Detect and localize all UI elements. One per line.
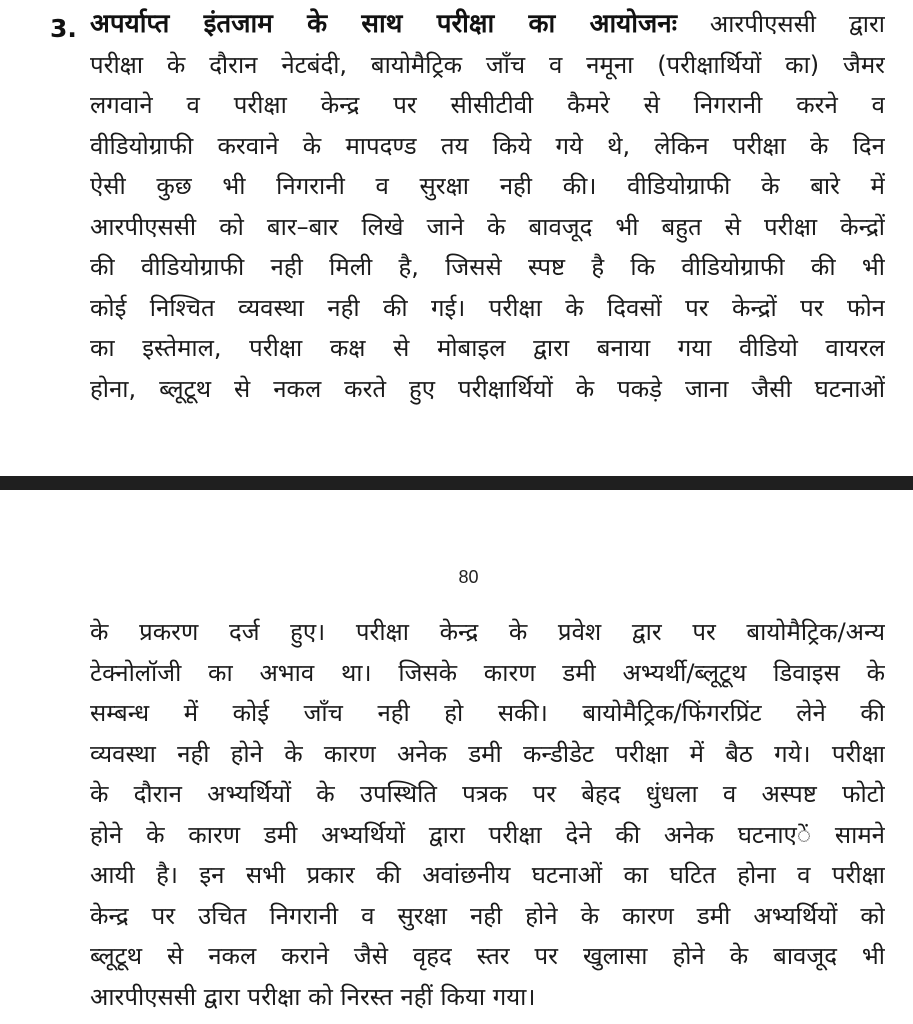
paragraph-line: लगवाने व परीक्षा केन्द्र पर सीसीटीवी कैमरे से निगरानी करने व xyxy=(90,91,885,119)
section-number: 3. xyxy=(50,14,77,43)
paragraph-line: सम्बन्ध में कोई जाँच नही हो सकी। बायोमैट्रिक/फिंगरप्रिंट लेने की xyxy=(90,699,885,727)
paragraph-line: के दौरान अभ्यर्थियों के उपस्थिति पत्रक पर बेहद धुंधला व अस्पष्ट फोटो xyxy=(90,780,885,808)
paragraph-line: होने के कारण डमी अभ्यर्थियों द्वारा परीक्षा देने की अनेक घटनाएें सामने xyxy=(90,820,885,849)
page-number: 80 xyxy=(458,567,479,587)
paragraph-line: आरपीएससी द्वारा परीक्षा को निरस्त नहीं किया गया। xyxy=(90,982,536,1011)
paragraph-line: ब्लूटूथ से नकल कराने जैसे वृहद स्तर पर खुलासा होने के बावजूद भी xyxy=(90,942,885,970)
page-top xyxy=(0,0,913,476)
paragraph-line: कोई निश्चित व्यवस्था नही की गई। परीक्षा के दिवसों पर केन्द्रों पर फोन xyxy=(90,293,885,322)
paragraph-line: परीक्षा के दौरान नेटबंदी, बायोमैट्रिक जाँच व नमूना (परीक्षार्थियों का) जैमर xyxy=(90,50,885,79)
paragraph-line: होना, ब्लूटूथ से नकल करते हुए परीक्षार्थियों के पकड़े जाना जैसी घटनाओं xyxy=(90,374,885,403)
paragraph-line: वीडियोग्राफी करवाने के मापदण्ड तय किये गये थे, लेकिन परीक्षा के दिन xyxy=(90,131,885,160)
paragraph-line: ऐसी कुछ भी निगरानी व सुरक्षा नही की। वीडियोग्राफी के बारे में xyxy=(90,172,885,200)
heading-line-rest: आरपीएससी द्वारा xyxy=(709,10,885,38)
paragraph-line: टेक्नोलॉजी का अभाव था। जिसके कारण डमी अभ्यर्थी/ब्लूटूथ डिवाइस के xyxy=(90,658,885,687)
paragraph-line: आयी है। इन सभी प्रकार की अवांछनीय घटनाओं का घटित होना व परीक्षा xyxy=(90,861,885,889)
paragraph-line: का इस्तेमाल, परीक्षा कक्ष से मोबाइल द्वारा बनाया गया वीडियो वायरल xyxy=(90,334,885,362)
continuation-paragraph xyxy=(90,612,885,1017)
paragraph-line: आरपीएससी को बार–बार लिखे जाने के बावजूद भी बहुत से परीक्षा केन्द्रों xyxy=(90,212,885,241)
paragraph-line: के प्रकरण दर्ज हुए। परीक्षा केन्द्र के प्रवेश द्वार पर बायोमैट्रिक/अन्य xyxy=(90,618,885,646)
paragraph-line xyxy=(90,4,885,45)
paragraph-line: व्यवस्था नही होने के कारण अनेक डमी कन्डीडेट परीक्षा में बैठ गये। परीक्षा xyxy=(90,739,885,768)
paragraph-line: केन्द्र पर उचित निगरानी व सुरक्षा नही होने के कारण डमी अभ्यर्थियों को xyxy=(90,901,885,930)
section-heading: अपर्याप्त इंतजाम के साथ परीक्षा का आयोजनः xyxy=(90,9,677,39)
page-divider xyxy=(0,476,913,490)
paragraph-line: की वीडियोग्राफी नही मिली है, जिससे स्पष्ट है कि वीडियोग्राफी की भी xyxy=(90,253,885,281)
section-paragraph xyxy=(90,4,885,409)
